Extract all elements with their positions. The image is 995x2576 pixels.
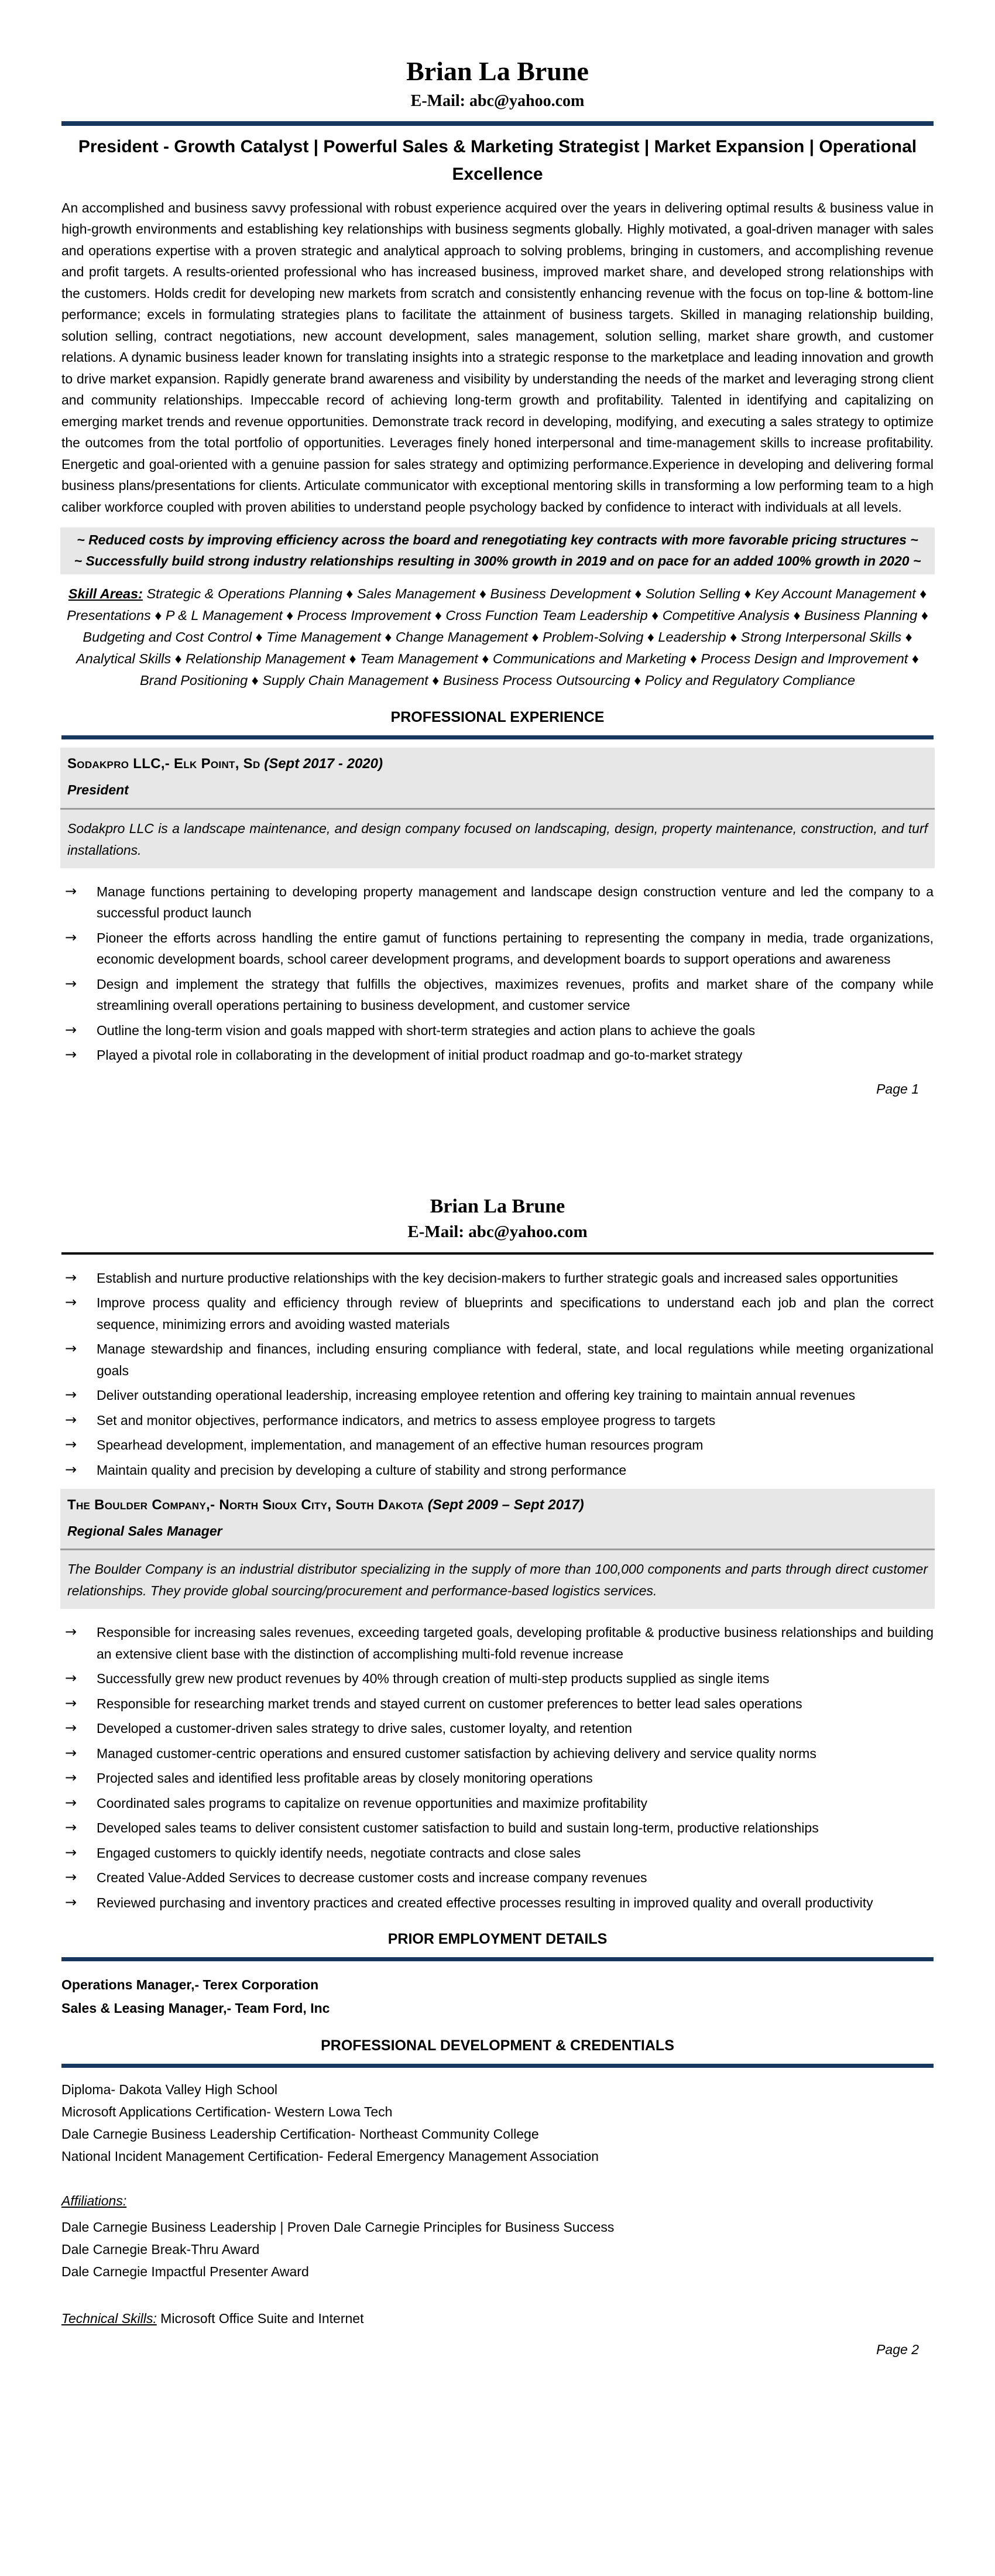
credential-item: Diploma- Dakota Valley High School [61,2082,278,2098]
arrow-bullet-icon: → [65,1670,77,1687]
arrow-bullet-icon: → [65,1819,77,1836]
header-divider [61,1252,934,1255]
arrow-bullet-icon: → [65,1893,77,1910]
section-heading-professional-development: PROFESSIONAL DEVELOPMENT & CREDENTIALS [321,2037,674,2054]
experience-bullet [61,1434,934,1456]
experience-bullet [61,1044,934,1066]
arrow-bullet-icon: → [65,1869,77,1886]
experience-bullet [61,1292,934,1335]
arrow-bullet-icon: → [65,1411,77,1428]
experience-bullet [61,1793,934,1814]
bullet-text: Pioneer the efforts across handling the entire gamut of functions pertaining to representing the company in media, trade organizations, economic development boards, school career development programs, and development boards to support operations and awareness [97,930,934,967]
boulder-bullet-list [61,1622,934,1913]
arrow-bullet-icon: → [65,1294,77,1311]
prior-role: Sales & Leasing Manager,- Team Ford, Inc [61,2000,330,2016]
experience-sodakpro-header [60,748,935,868]
bullet-text: Spearhead development, implementation, and management of an effective human resources program [97,1437,704,1453]
prior-employment-list [61,1973,934,2020]
candidate-name: Brian La Brune [406,56,589,86]
company-block-divider [60,1549,935,1550]
arrow-bullet-icon: → [65,882,77,899]
experience-bullet [61,881,934,924]
skill-areas [61,583,934,691]
skill-areas-label: Skill Areas: [68,586,143,602]
bullet-text: Responsible for increasing sales revenues, exceeding targeted goals, developing profitable & productive business relationships and building an extensive client base with the distinction of accomplishing multi-fold revenue increase [97,1625,934,1662]
section-divider [61,735,934,739]
prior-role: Operations Manager,- Terex Corporation [61,1977,319,1993]
arrow-bullet-icon: → [65,1794,77,1811]
bullet-text: Coordinated sales programs to capitalize on revenue opportunities and maximize profitability [97,1795,647,1811]
experience-bullet [61,1743,934,1765]
arrow-bullet-icon: → [65,1046,77,1063]
job-title: Regional Sales Manager [67,1523,222,1539]
bullet-text: Improve process quality and efficiency through review of blueprints and specifications to understand each job and plan the correct sequence, minimizing errors and avoiding wasted materials [97,1295,934,1332]
experience-bullet [61,1460,934,1481]
bullet-text: Developed sales teams to deliver consistent customer satisfaction to build and sustain long-term, productive relationships [97,1820,819,1836]
arrow-bullet-icon: → [65,1719,77,1736]
resume-headline: President - Growth Catalyst | Powerful Sales & Marketing Strategist | Market Expansion | Operational Excellence [78,136,917,184]
experience-bullet [61,974,934,1016]
company-block-divider [60,808,935,810]
affiliation-item: Dale Carnegie Break-Thru Award [61,2242,260,2258]
experience-bullet [61,1338,934,1381]
experience-bullet [61,1767,934,1789]
technical-skills-value: Microsoft Office Suite and Internet [160,2311,364,2327]
company-description: Sodakpro LLC is a landscape maintenance, and design company focused on landscaping, design, property maintenance, construction, and turf installations. [67,820,928,858]
technical-skills-text [160,2311,363,2326]
affiliation-item: Dale Carnegie Impactful Presenter Award [61,2264,309,2280]
bullet-text: Maintain quality and precision by developing a culture of stability and strong performance [97,1462,627,1478]
experience-bullet [61,1693,934,1715]
company-description: The Boulder Company is an industrial distributor specializing in the supply of more than 100,000 components and parts through direct customer relationships. They provide global sourcing/procurement and performance-based logistics services. [67,1561,928,1599]
bullet-text: Outline the long-term vision and goals mapped with short-term strategies and action plans to achieve the goals [97,1022,756,1038]
experience-bullet [61,1020,934,1042]
candidate-email: E-Mail: abc@yahoo.com [407,1222,588,1241]
credential-item: Dale Carnegie Business Leadership Certification- Northeast Community College [61,2126,539,2142]
arrow-bullet-icon: → [65,1461,77,1478]
job-title: President [67,782,129,798]
bullet-text: Design and implement the strategy that fulfills the objectives, maximizes revenues, profits and market share of the company while streamlining overall operations pertaining to business development, and customer service [97,976,934,1013]
bullet-text: Engaged customers to quickly identify needs, negotiate contracts and close sales [97,1845,581,1861]
experience-bullet [61,1718,934,1739]
bullet-text: Manage stewardship and finances, including ensuring compliance with federal, state, and local regulations while meeting organizational goals [97,1341,934,1378]
bullet-text: Establish and nurture productive relationships with the key decision-makers to further strategic goals and increased sales opportunities [97,1270,898,1286]
section-divider [61,1957,934,1961]
experience-bullet [61,1385,934,1406]
section-divider [61,2064,934,2068]
sodakpro-bullet-list-continued [61,1268,934,1481]
arrow-bullet-icon: → [65,1021,77,1038]
arrow-bullet-icon: → [65,1623,77,1640]
company-line [67,1495,928,1516]
credentials-list [61,2078,934,2167]
page-number: Page 1 [876,1081,919,1097]
candidate-name: Brian La Brune [430,1195,565,1217]
highlight-line: ~ Successfully build strong industry relationships resulting in 300% growth in 2019 and on pace for an added 100% growth in 2020 ~ [74,553,921,569]
professional-summary: An accomplished and business savvy professional with robust experience acquired over the years in delivering optimal results & business value in high-growth environments and establishing key relationships with business segments globally. Highly motivated, a goal-driven manager with sales and operations expertise with a proven strategic and analytical approach to solving problems, bringing in customers, and accomplishing revenue and profit targets. A results-oriented professional who has increased business, improved market share, and developed strong relationships with the customers. Holds credit for developing new markets from scratch and consistently enhancing revenue with the focus on top-line & bottom-line performance; excels in formulating strategies plans to facilitate the attainment of business targets. Skilled in managing relationship building, solution selling, contract negotiations, new account development, sales management, solution selling, market share growth, and customer relations. A dynamic business leader known for translating insights into a strategic response to the marketplace and leading innovation and growth to drive market expansion. Rapidly generate brand awareness and visibility by understanding the needs of the market and leveraging strong client and community relationships. Impeccable record of achieving long-term growth and profitability. Talented in identifying and capitalizing on emerging market trends and revenue opportunities. Demonstrate track record in developing, modifying, and executing a sales strategy to optimize the outcomes from the total portfolio of opportunities. Leverages finely honed interpersonal and time-management skills to increase profitability. Energetic and goal-oriented with a genuine passion for sales strategy and optimizing performance.Experience in developing and delivering formal business plans/presentations for clients. Articulate communicator with exceptional mentoring skills in transforming a low performing team to a high caliber workforce coupled with proven abilities to understand people psychology backed by confidence to interact with individuals at all levels. [61,200,934,515]
technical-skills-label: Technical Skills: [61,2311,157,2327]
achievement-highlights [60,527,935,574]
experience-bullet [61,1268,934,1289]
experience-bullet [61,1410,934,1431]
section-heading-professional-experience: PROFESSIONAL EXPERIENCE [390,709,605,726]
credential-item: National Incident Management Certification- Federal Emergency Management Association [61,2149,599,2164]
arrow-bullet-icon: → [65,975,77,992]
experience-bullet [61,1892,934,1914]
experience-bullet [61,1867,934,1889]
page-2 [0,1195,995,2358]
header-divider [61,121,934,126]
bullet-text: Successfully grew new product revenues by 40% through creation of multi-step products supplied as single items [97,1671,770,1687]
experience-bullet [61,927,934,970]
section-heading-prior-employment: PRIOR EMPLOYMENT DETAILS [387,1931,608,1948]
skill-areas-list: Strategic & Operations Planning ♦ Sales Management ♦ Business Development ♦ Solution Selling ♦ Key Account Management ♦ Presentations ♦ P & L Management ♦ Process Improvement ♦ Cross Function Team Leadership ♦ Competitive Analysis ♦ Business Planning ♦ Budgeting and Cost Control ♦ Time Management ♦ Change Management ♦ Problem-Solving ♦ Leadership ♦ Strong Interpersonal Skills ♦ Analytical Skills ♦ Relationship Management ♦ Team Management ♦ Communications and Marketing ♦ Process Design and Improvement ♦ Brand Positioning ♦ Supply Chain Management ♦ Business Process Outsourcing ♦ Policy and Regulatory Compliance [67,586,928,688]
highlight-line: ~ Reduced costs by improving efficiency across the board and renegotiating key contracts with more favorable pricing structures ~ [77,532,918,548]
bullet-text: Set and monitor objectives, performance indicators, and metrics to assess employee progress to targets [97,1412,716,1428]
arrow-bullet-icon: → [65,1744,77,1761]
experience-boulder-header [60,1489,935,1609]
arrow-bullet-icon: → [65,1386,77,1403]
technical-skills [61,2311,934,2327]
bullet-text: Created Value-Added Services to decrease customer costs and increase company revenues [97,1870,647,1886]
arrow-bullet-icon: → [65,1436,77,1453]
company-dates: (Sept 2009 – Sept 2017) [427,1497,584,1513]
arrow-bullet-icon: → [65,1694,77,1711]
bullet-text: Played a pivotal role in collaborating in the development of initial product roadmap and go-to-market strategy [97,1047,743,1063]
arrow-bullet-icon: → [65,1340,77,1357]
bullet-text: Managed customer-centric operations and ensured customer satisfaction by achieving delivery and service quality norms [97,1745,816,1761]
affiliations-label: Affiliations: [61,2193,127,2209]
arrow-bullet-icon: → [65,929,77,946]
bullet-text: Developed a customer-driven sales strategy to drive sales, customer loyalty, and retention [97,1721,632,1736]
company-dates: (Sept 2017 - 2020) [264,756,383,772]
bullet-text: Responsible for researching market trends and stayed current on customer preferences to better lead sales operations [97,1695,802,1711]
bullet-text: Manage functions pertaining to developing property management and landscape design construction venture and led the company to a successful product launch [97,883,934,921]
arrow-bullet-icon: → [65,1269,77,1286]
company-line [67,753,928,775]
candidate-email: E-Mail: abc@yahoo.com [410,91,585,110]
company-name: The Boulder Company,- North Sioux City, South Dakota [67,1497,424,1513]
credential-item: Microsoft Applications Certification- Western Lowa Tech [61,2104,393,2120]
bullet-text: Reviewed purchasing and inventory practices and created effective processes resulting in improved quality and overall productivity [97,1895,873,1910]
experience-bullet [61,1817,934,1839]
sodakpro-bullet-list [61,881,934,1066]
affiliation-item: Dale Carnegie Business Leadership | Proven Dale Carnegie Principles for Business Success [61,2219,615,2235]
experience-bullet [61,1622,934,1664]
bullet-text: Projected sales and identified less profitable areas by closely monitoring operations [97,1770,593,1786]
affiliations-list [61,2216,934,2283]
arrow-bullet-icon: → [65,1769,77,1786]
experience-bullet [61,1668,934,1690]
page-1 [0,0,995,1097]
bullet-text: Deliver outstanding operational leadership, increasing employee retention and offering key training to maintain annual revenues [97,1388,856,1403]
arrow-bullet-icon: → [65,1844,77,1861]
experience-bullet [61,1842,934,1864]
company-name: Sodakpro LLC,- Elk Point, Sd [67,756,260,772]
page-number: Page 2 [876,2342,919,2358]
